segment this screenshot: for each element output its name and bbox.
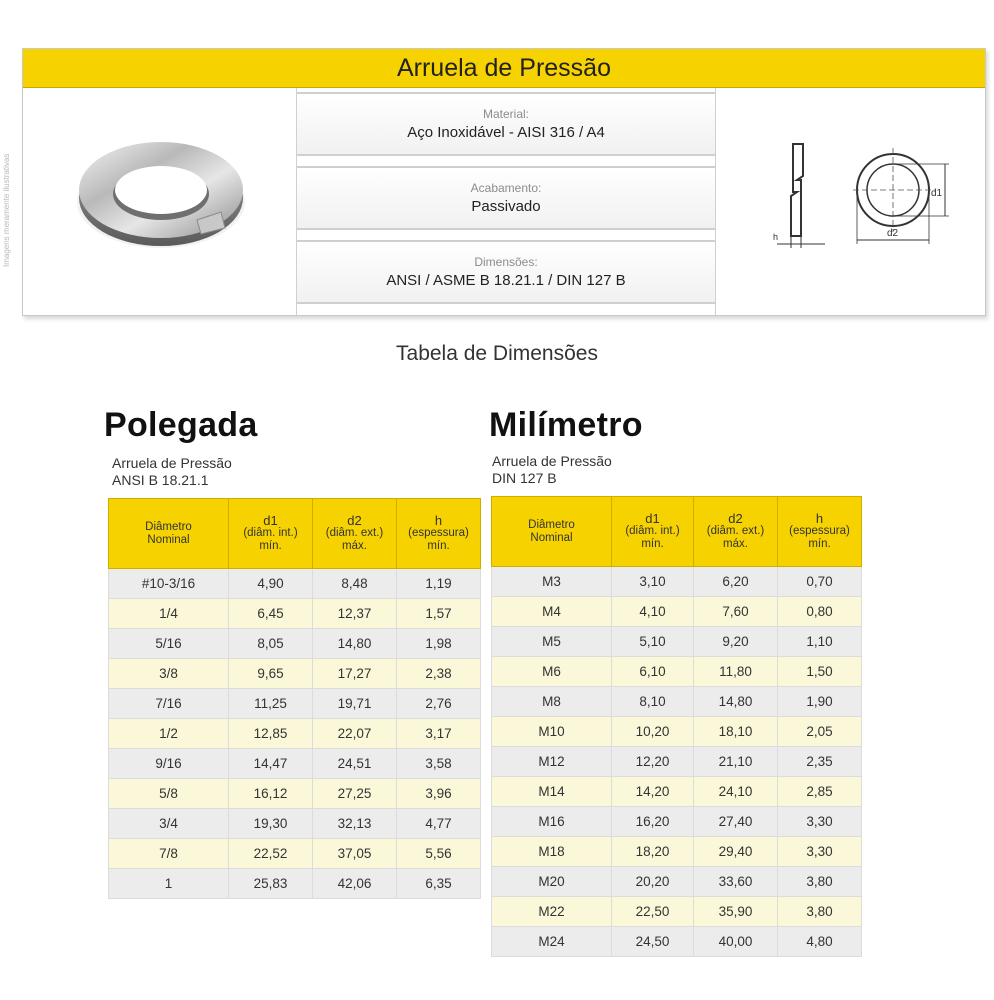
table-cell: M20 <box>492 867 612 897</box>
mm-column-header-line: mín. <box>808 538 831 550</box>
table-cell: 3,80 <box>778 897 862 927</box>
table-cell: 6,35 <box>397 869 481 899</box>
mm-column-header-line: máx. <box>723 538 748 550</box>
mm-subtitle-line1: Arruela de Pressão <box>492 453 612 469</box>
table-cell: 42,06 <box>313 869 397 899</box>
table-cell: 18,10 <box>694 717 778 747</box>
table-cell: 2,76 <box>397 689 481 719</box>
table-row <box>492 717 862 747</box>
table-cell: 25,83 <box>229 869 313 899</box>
table-cell: #10-3/16 <box>109 569 229 599</box>
washer-technical-drawing <box>745 136 955 256</box>
table-cell: 3,80 <box>778 867 862 897</box>
inch-table-body <box>109 569 481 899</box>
table-cell: 1,98 <box>397 629 481 659</box>
mm-column-header-line: (diâm. ext.) <box>706 525 765 537</box>
inch-subtitle-line2: ANSI B 18.21.1 <box>112 472 209 488</box>
table-cell: 1/4 <box>109 599 229 629</box>
table-cell: 0,80 <box>778 597 862 627</box>
table-cell: M22 <box>492 897 612 927</box>
table-row <box>492 657 862 687</box>
table-cell: 4,77 <box>397 809 481 839</box>
inch-column-header <box>397 499 481 569</box>
inch-subtitle <box>112 455 232 489</box>
mm-column-header-line: (diâm. int.) <box>625 525 680 537</box>
table-cell: 12,85 <box>229 719 313 749</box>
mm-subtitle-line2: DIN 127 B <box>492 470 557 486</box>
table-cell: 1,50 <box>778 657 862 687</box>
spec-finish-label: Acabamento: <box>470 181 542 195</box>
table-row <box>492 777 862 807</box>
table-cell: 5/8 <box>109 779 229 809</box>
table-cell: 3,17 <box>397 719 481 749</box>
dimensions-table-title: Tabela de Dimensões <box>396 342 598 365</box>
table-cell: 5,10 <box>612 627 694 657</box>
table-cell: 29,40 <box>694 837 778 867</box>
spec-finish <box>297 166 715 230</box>
mm-column-header-line: d2 <box>728 511 743 526</box>
table-cell: 24,10 <box>694 777 778 807</box>
mm-column-header <box>612 497 694 567</box>
table-cell: 19,30 <box>229 809 313 839</box>
mm-column-header-line: mín. <box>641 538 664 550</box>
table-cell: 22,07 <box>313 719 397 749</box>
table-cell: 14,80 <box>313 629 397 659</box>
product-info-card <box>22 48 986 316</box>
inch-column-header-line: d1 <box>263 513 278 528</box>
table-cell: 3/8 <box>109 659 229 689</box>
inch-column-header-line: (diâm. ext.) <box>325 527 384 539</box>
table-cell: 3,30 <box>778 837 862 867</box>
table-cell: 16,12 <box>229 779 313 809</box>
table-cell: 12,37 <box>313 599 397 629</box>
inch-subtitle-line1: Arruela de Pressão <box>112 455 232 471</box>
spec-panel <box>296 88 716 315</box>
table-cell: 22,50 <box>612 897 694 927</box>
table-row <box>109 599 481 629</box>
table-cell: 7/16 <box>109 689 229 719</box>
table-row <box>492 867 862 897</box>
table-cell: 6,45 <box>229 599 313 629</box>
table-cell: 9,65 <box>229 659 313 689</box>
mm-column-header <box>694 497 778 567</box>
table-cell: 27,40 <box>694 807 778 837</box>
table-cell: 3,30 <box>778 807 862 837</box>
mm-column-header-line: (espessura) <box>789 525 850 537</box>
table-cell: 3,10 <box>612 567 694 597</box>
product-info-body <box>23 88 985 315</box>
table-cell: 7,60 <box>694 597 778 627</box>
mm-subtitle <box>492 453 612 487</box>
table-cell: 0,70 <box>778 567 862 597</box>
table-cell: 2,85 <box>778 777 862 807</box>
table-row <box>109 749 481 779</box>
table-cell: 14,47 <box>229 749 313 779</box>
d1-dimension-label: d1 <box>931 188 943 199</box>
table-cell: M12 <box>492 747 612 777</box>
table-cell: 12,20 <box>612 747 694 777</box>
table-cell: 37,05 <box>313 839 397 869</box>
table-cell: 3,96 <box>397 779 481 809</box>
inch-dimensions-table <box>108 498 481 899</box>
table-cell: 8,10 <box>612 687 694 717</box>
inch-column-header <box>109 499 229 569</box>
inch-column-header-line: h <box>434 513 443 528</box>
inch-heading: Polegada <box>104 406 258 444</box>
table-cell: 14,80 <box>694 687 778 717</box>
table-cell: 3,58 <box>397 749 481 779</box>
table-cell: 32,13 <box>313 809 397 839</box>
table-cell: 20,20 <box>612 867 694 897</box>
table-cell: 6,20 <box>694 567 778 597</box>
table-cell: 16,20 <box>612 807 694 837</box>
table-cell: 3/4 <box>109 809 229 839</box>
table-cell: 6,10 <box>612 657 694 687</box>
table-cell: 21,10 <box>694 747 778 777</box>
table-row <box>492 837 862 867</box>
table-cell: 17,27 <box>313 659 397 689</box>
spec-finish-value: Passivado <box>471 198 541 215</box>
inch-column-header-line: mín. <box>427 540 450 552</box>
table-cell: M3 <box>492 567 612 597</box>
spec-material-value: Aço Inoxidável - AISI 316 / A4 <box>407 124 605 141</box>
inch-column-header-line: (diâm. int.) <box>243 527 298 539</box>
table-cell: M14 <box>492 777 612 807</box>
mm-column-header-line: h <box>815 511 824 526</box>
mm-column-header <box>778 497 862 567</box>
inch-column-header-line: (espessura) <box>408 527 469 539</box>
table-row <box>109 569 481 599</box>
table-cell: 11,25 <box>229 689 313 719</box>
mm-column-header-line: Diâmetro <box>528 518 575 531</box>
mm-dimensions-table <box>491 496 862 957</box>
spec-dimensions-value: ANSI / ASME B 18.21.1 / DIN 127 B <box>386 272 626 289</box>
product-title: Arruela de Pressão <box>23 49 985 88</box>
table-row <box>492 687 862 717</box>
inch-column-header-line: mín. <box>259 540 282 552</box>
spec-dimensions-label: Dimensões: <box>474 255 538 269</box>
table-cell: 2,38 <box>397 659 481 689</box>
table-cell: M24 <box>492 927 612 957</box>
table-cell: 19,71 <box>313 689 397 719</box>
inch-column-header <box>313 499 397 569</box>
table-cell: 18,20 <box>612 837 694 867</box>
table-cell: 4,90 <box>229 569 313 599</box>
table-cell: 11,80 <box>694 657 778 687</box>
table-cell: 8,48 <box>313 569 397 599</box>
inch-column-header-line: Diâmetro <box>145 520 192 533</box>
table-cell: 2,35 <box>778 747 862 777</box>
table-cell: 4,80 <box>778 927 862 957</box>
table-cell: 1,10 <box>778 627 862 657</box>
table-cell: 9,20 <box>694 627 778 657</box>
mm-column-header-line: d1 <box>645 511 660 526</box>
spec-material-label: Material: <box>482 107 529 121</box>
mm-table-header <box>492 497 862 567</box>
spec-material <box>297 92 715 156</box>
mm-table-body <box>492 567 862 957</box>
table-cell: 5,56 <box>397 839 481 869</box>
table-cell: 2,05 <box>778 717 862 747</box>
table-cell: M18 <box>492 837 612 867</box>
table-cell: M10 <box>492 717 612 747</box>
mm-column-header-line: Nominal <box>530 531 573 544</box>
table-cell: 4,10 <box>612 597 694 627</box>
table-row <box>492 897 862 927</box>
table-row <box>492 747 862 777</box>
table-cell: 1,90 <box>778 687 862 717</box>
table-row <box>109 719 481 749</box>
table-row <box>109 779 481 809</box>
table-cell: 5/16 <box>109 629 229 659</box>
table-row <box>109 809 481 839</box>
table-cell: 7/8 <box>109 839 229 869</box>
table-cell: 1 <box>109 869 229 899</box>
table-cell: 24,50 <box>612 927 694 957</box>
table-row <box>109 869 481 899</box>
table-row <box>492 567 862 597</box>
table-cell: M16 <box>492 807 612 837</box>
table-row <box>492 927 862 957</box>
table-cell: 8,05 <box>229 629 313 659</box>
table-cell: 27,25 <box>313 779 397 809</box>
table-cell: M4 <box>492 597 612 627</box>
table-cell: 10,20 <box>612 717 694 747</box>
mm-column-header <box>492 497 612 567</box>
inch-column-header-line: Nominal <box>147 533 190 546</box>
table-row <box>109 659 481 689</box>
inch-table-header <box>109 499 481 569</box>
table-cell: 9/16 <box>109 749 229 779</box>
table-row <box>109 629 481 659</box>
table-cell: M8 <box>492 687 612 717</box>
inch-column-header <box>229 499 313 569</box>
table-cell: 14,20 <box>612 777 694 807</box>
lock-washer-photo <box>71 132 251 252</box>
table-cell: 1,57 <box>397 599 481 629</box>
mm-heading: Milímetro <box>489 406 643 444</box>
table-cell: 1/2 <box>109 719 229 749</box>
table-cell: M6 <box>492 657 612 687</box>
spec-dimensions <box>297 240 715 304</box>
table-cell: 1,19 <box>397 569 481 599</box>
inch-column-header-line: máx. <box>342 540 367 552</box>
d2-dimension-label: d2 <box>887 228 899 239</box>
table-cell: M5 <box>492 627 612 657</box>
table-cell: 40,00 <box>694 927 778 957</box>
inch-column-header-line: d2 <box>347 513 362 528</box>
table-cell: 22,52 <box>229 839 313 869</box>
illustrative-images-note: Imagens meramente ilustrativas <box>2 153 11 267</box>
table-cell: 35,90 <box>694 897 778 927</box>
table-row <box>492 597 862 627</box>
table-row <box>109 689 481 719</box>
table-cell: 24,51 <box>313 749 397 779</box>
h-dimension-label: h <box>773 232 779 242</box>
table-row <box>492 627 862 657</box>
table-cell: 33,60 <box>694 867 778 897</box>
table-row <box>492 807 862 837</box>
table-row <box>109 839 481 869</box>
